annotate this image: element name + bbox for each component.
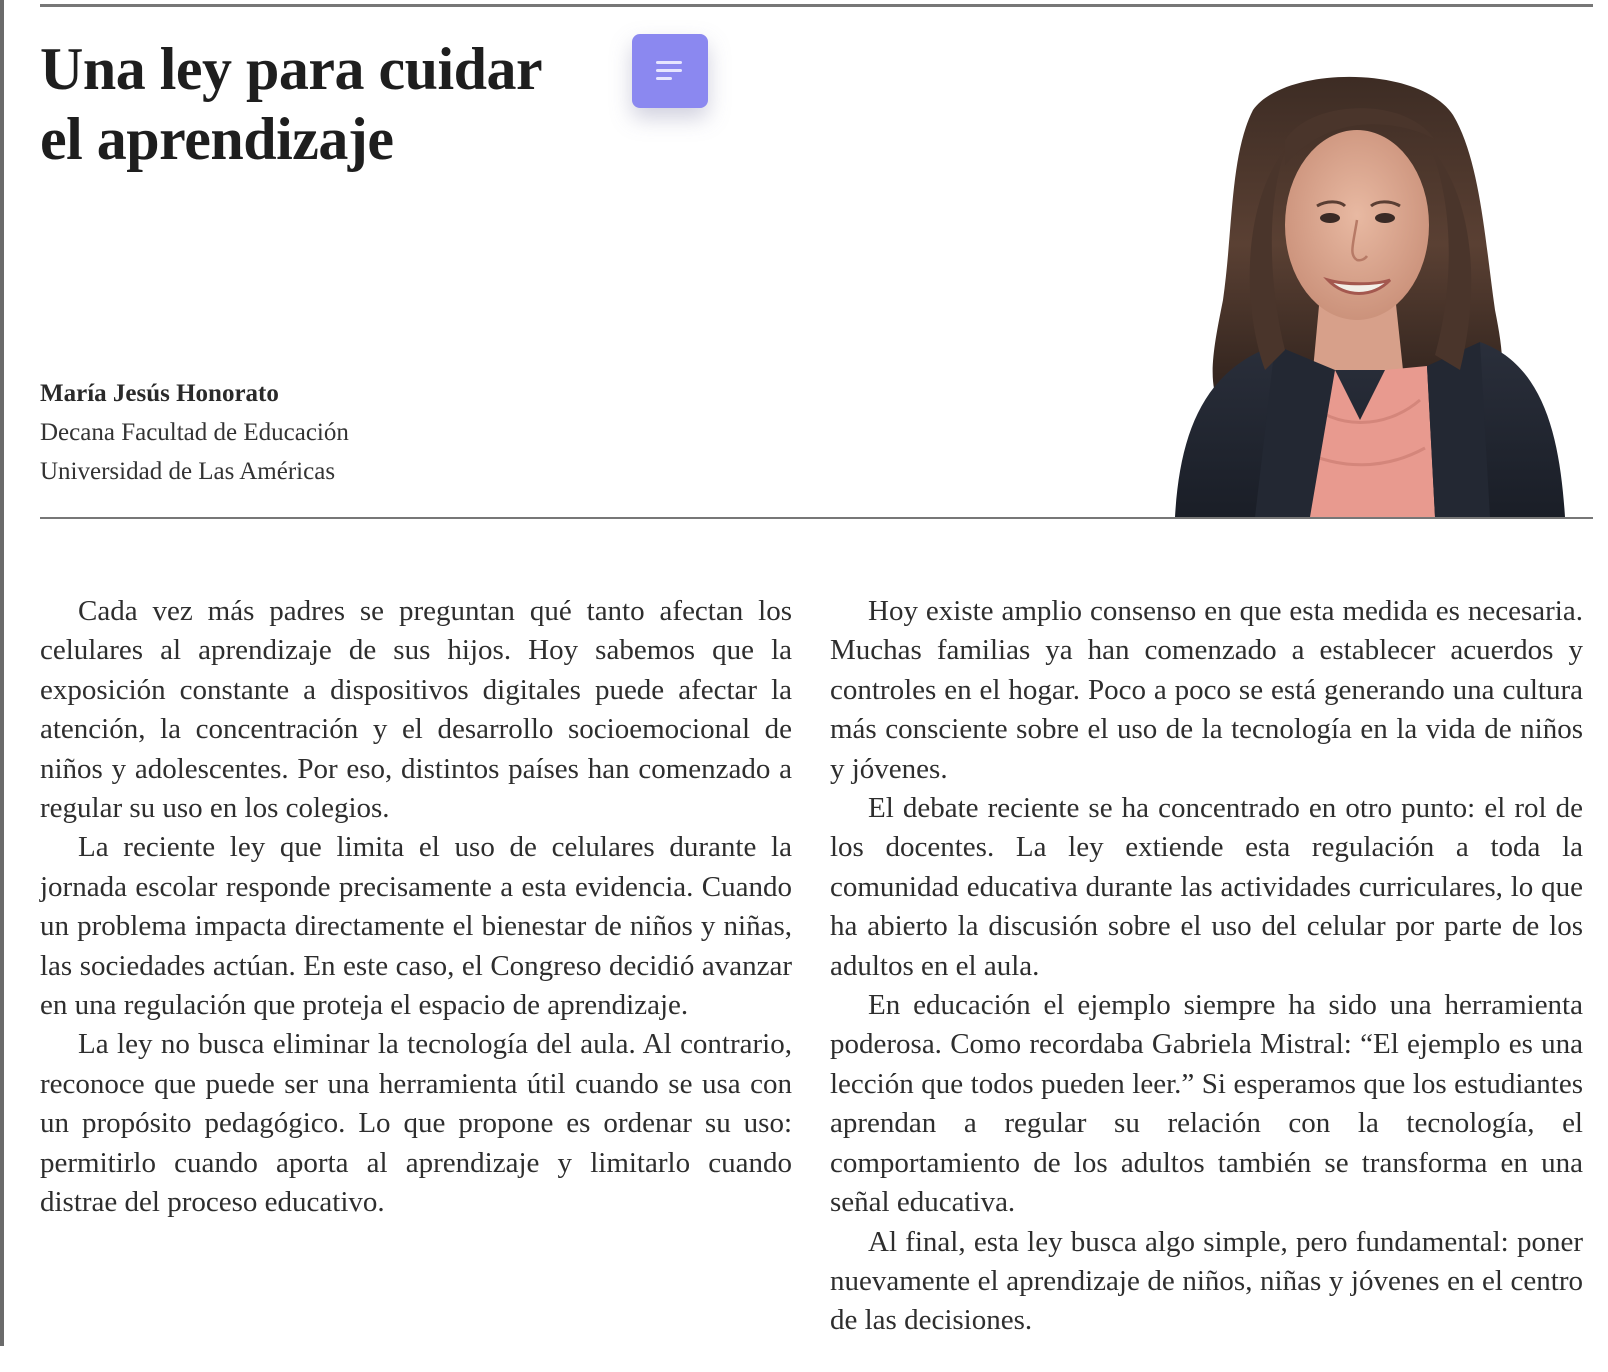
article-column-left [40, 592, 792, 1223]
document-badge-button[interactable] [632, 34, 708, 108]
article-title-line-2: el aprendizaje [40, 106, 394, 172]
paragraph: Hoy existe amplio consenso en que esta medida es necesaria. Muchas familias ya han comenzado a establecer acuerdos y controles en el hogar. Poco a poco se está generando una cultura más consciente sobre el uso de la tecnología en la vida de niños y jóvenes. [830, 595, 1583, 785]
paragraph: Al final, esta ley busca algo simple, pero fundamental: poner nuevamente el aprendizaje de niños, niñas y jóvenes en el centro de las decisiones. [830, 1225, 1583, 1337]
article-title-line-1: Una ley para cuidar [40, 36, 543, 102]
author-role: Decana Facultad de Educación [40, 419, 349, 446]
author-portrait [1135, 70, 1569, 517]
author-institution: Universidad de Las Américas [40, 458, 336, 485]
paragraph: La ley no busca eliminar la tecnología del aula. Al contrario, reconoce que puede ser una herramienta útil cuando se usa con un propósito pedagógico. Lo que propone es ordenar su uso: permitirlo cuando aporta al aprendizaje y limitarlo cuando distrae del proceso educativo. [40, 1028, 792, 1219]
paragraph: El debate reciente se ha concentrado en otro punto: el rol de los docentes. La ley extiende esta regulación a toda la comunidad educativa durante las actividades curriculares, lo que ha abierto la discusión sobre el uso del celular por parte de los adultos en el aula. [830, 792, 1583, 982]
paragraph: La reciente ley que limita el uso de celulares durante la jornada escolar responde precisamente a esta evidencia. Cuando un problema impacta directamente el bienestar de niños y niñas, las sociedades actúan. En este caso, el Congreso decidió avanzar en una regulación que proteja el espacio de aprendizaje. [40, 831, 792, 1022]
article-title [40, 34, 640, 174]
article-column-right [830, 592, 1583, 1341]
author-byline [40, 374, 349, 491]
author-name: María Jesús Honorato [40, 380, 279, 407]
document-lines-icon [656, 60, 684, 82]
top-divider [40, 4, 1593, 7]
paragraph: En educación el ejemplo siempre ha sido una herramienta poderosa. Como recordaba Gabriela Mistral: “El ejemplo es una lección que todos pueden leer.” Si esperamos que los estudiantes aprendan a regular su relación con la tecnología, el comportamiento de los adultos también se transforma en una señal educativa. [830, 989, 1583, 1219]
header-divider [40, 517, 1593, 519]
paragraph: Cada vez más padres se preguntan qué tanto afectan los celulares al aprendizaje de sus hijos. Hoy sabemos que la exposición constante a dispositivos digitales puede afectar la atención, la concentración y el desarrollo socioemocional de niños y adolescentes. Por eso, distintos países han comenzado a regular su uso en los colegios. [40, 595, 792, 825]
page-left-edge [0, 0, 4, 1346]
